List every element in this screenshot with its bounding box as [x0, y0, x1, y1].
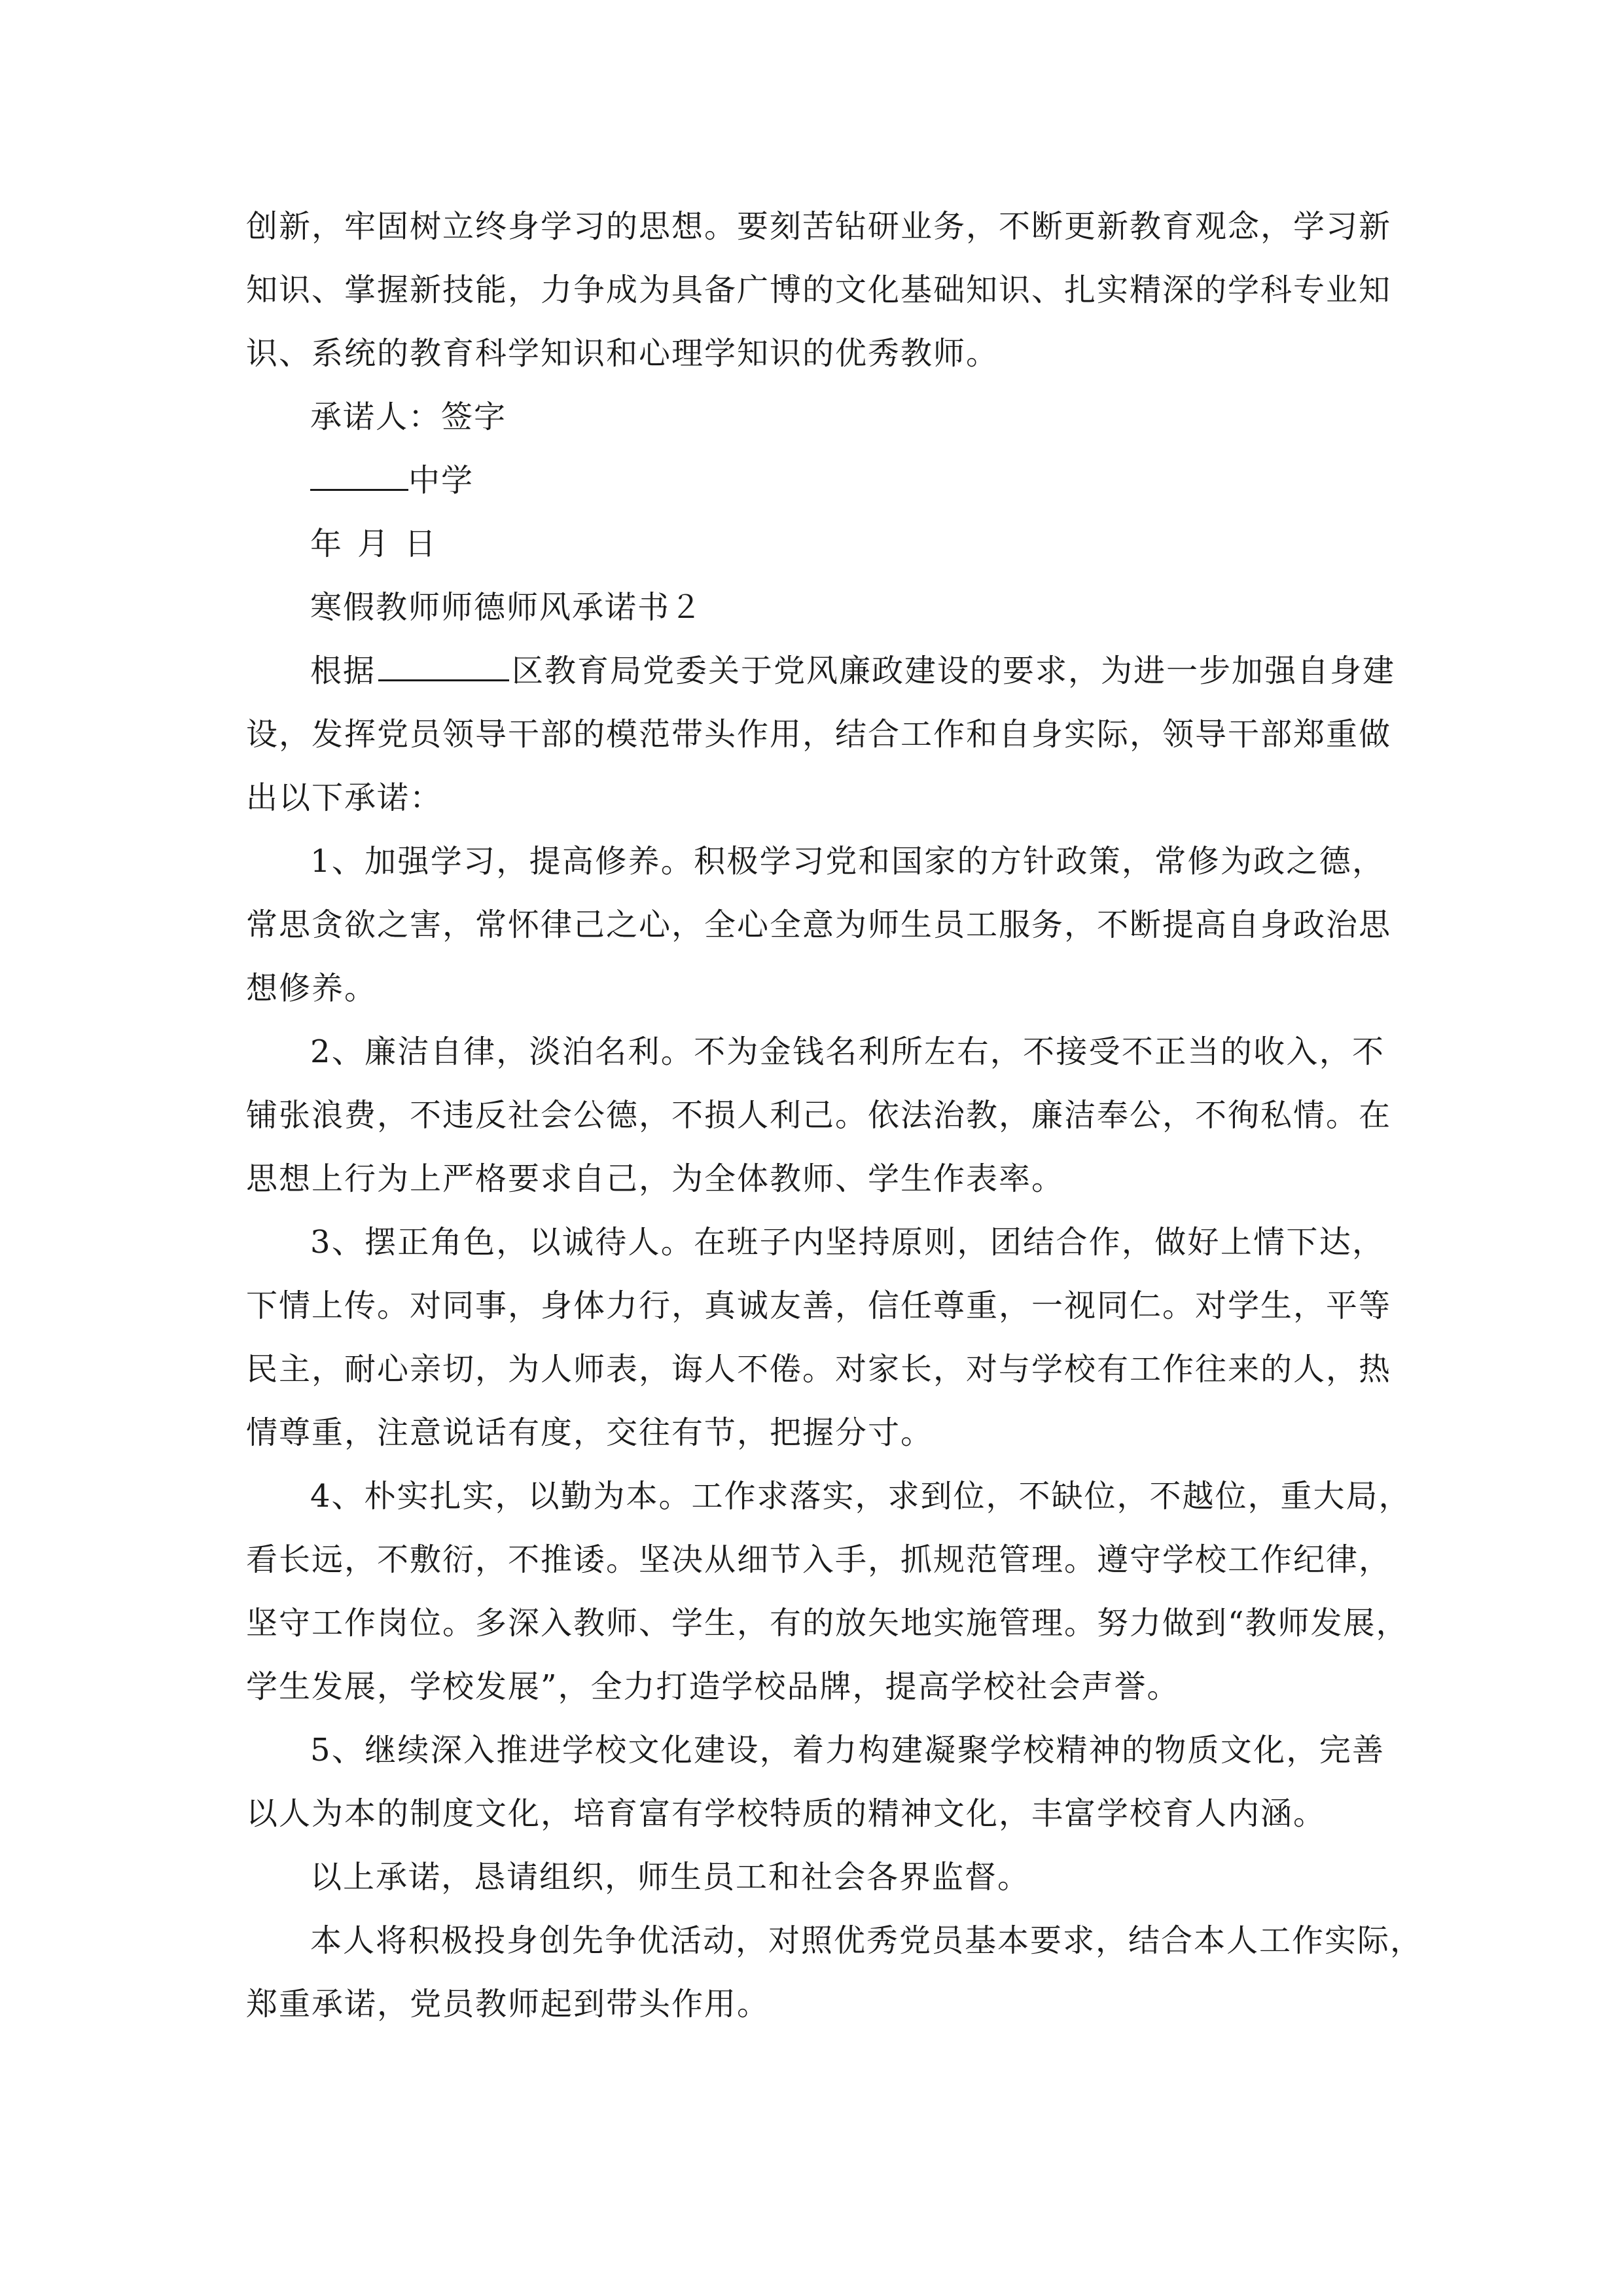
text-segment: 根据: [310, 653, 376, 689]
text-segment: 区教育局党委关于党风廉政建设的要求，为进一步加强自身建: [512, 653, 1396, 689]
text-line: 2、廉洁自律，淡泊名利。不为金钱名利所左右，不接受不正当的收入，不: [310, 1033, 1385, 1070]
text-line: 看长远，不敷衍，不推诿。坚决从细节入手，抓规范管理。遵守学校工作纪律，: [246, 1541, 1392, 1578]
text-line: 创新，牢固树立终身学习的思想。要刻苦钻研业务，不断更新教育观念，学习新: [246, 208, 1392, 245]
text-line: 出以下承诺：: [246, 780, 443, 816]
text-line: 识、系统的教育科学知识和心理学知识的优秀教师。: [246, 335, 999, 372]
date-month: 月: [357, 526, 391, 562]
text-line: 铺张浪费，不违反社会公德，不损人利己。依法治教，廉洁奉公，不徇私情。在: [246, 1097, 1392, 1134]
text-line: 以人为本的制度文化，培育富有学校特质的精神文化，丰富学校育人内涵。: [246, 1795, 1327, 1832]
text-line: 知识、掌握新技能，力争成为具备广博的文化基础知识、扎实精深的学科专业知: [246, 272, 1392, 308]
text-line: [246, 639, 1396, 703]
school-suffix: 中学: [408, 462, 474, 499]
text-line: 设，发挥党员领导干部的模范带头作用，结合工作和自身实际，领导干部郑重做: [246, 716, 1392, 753]
text-line: 民主，耐心亲切，为人师表，诲人不倦。对家长，对与学校有工作往来的人，热: [246, 1351, 1392, 1388]
text-line: 学生发展，学校发展”，全力打造学校品牌，提高学校社会声誉。: [246, 1668, 1180, 1705]
date-day: 日: [404, 526, 438, 562]
district-blank: [378, 640, 509, 681]
school-line: [246, 449, 1385, 512]
text-line: 1、加强学习，提高修养。积极学习党和国家的方针政策，常修为政之德，: [310, 843, 1385, 880]
text-line: 情尊重，注意说话有度，交往有节，把握分寸。: [246, 1414, 934, 1451]
school-name-blank: [310, 450, 408, 491]
text-line: 以上承诺，恳请组织，师生员工和社会各界监督。: [310, 1859, 1031, 1895]
text-line: 想修养。: [246, 970, 378, 1007]
document-body: [246, 195, 1423, 2036]
date-line: [246, 512, 1385, 576]
text-line: 下情上传。对同事，身体力行，真诚友善，信任尊重，一视同仁。对学生，平等: [246, 1287, 1392, 1324]
text-line: 常思贪欲之害，常怀律己之心，全心全意为师生员工服务，不断提高自身政治思: [246, 906, 1392, 943]
text-line: 坚守工作岗位。多深入教师、学生，有的放矢地实施管理。努力做到“教师发展，: [246, 1605, 1409, 1641]
text-line: 3、摆正角色，以诚待人。在班子内坚持原则，团结合作，做好上情下达，: [310, 1224, 1385, 1261]
text-line: 思想上行为上严格要求自己，为全体教师、学生作表率。: [246, 1160, 1065, 1197]
text-line: 郑重承诺，党员教师起到带头作用。: [246, 1986, 770, 2022]
section-title: 寒假教师师德师风承诺书２: [310, 589, 704, 626]
text-line: 本人将积极投身创先争优活动，对照优秀党员基本要求，结合本人工作实际，: [310, 1922, 1423, 1959]
signature-line: 承诺人：签字: [310, 399, 507, 435]
text-line: 4、朴实扎实，以勤为本。工作求落实，求到位，不缺位，不越位，重大局，: [310, 1478, 1412, 1515]
text-line: 5、继续深入推进学校文化建设，着力构建凝聚学校精神的物质文化，完善: [310, 1732, 1385, 1768]
date-year: 年: [310, 526, 344, 562]
